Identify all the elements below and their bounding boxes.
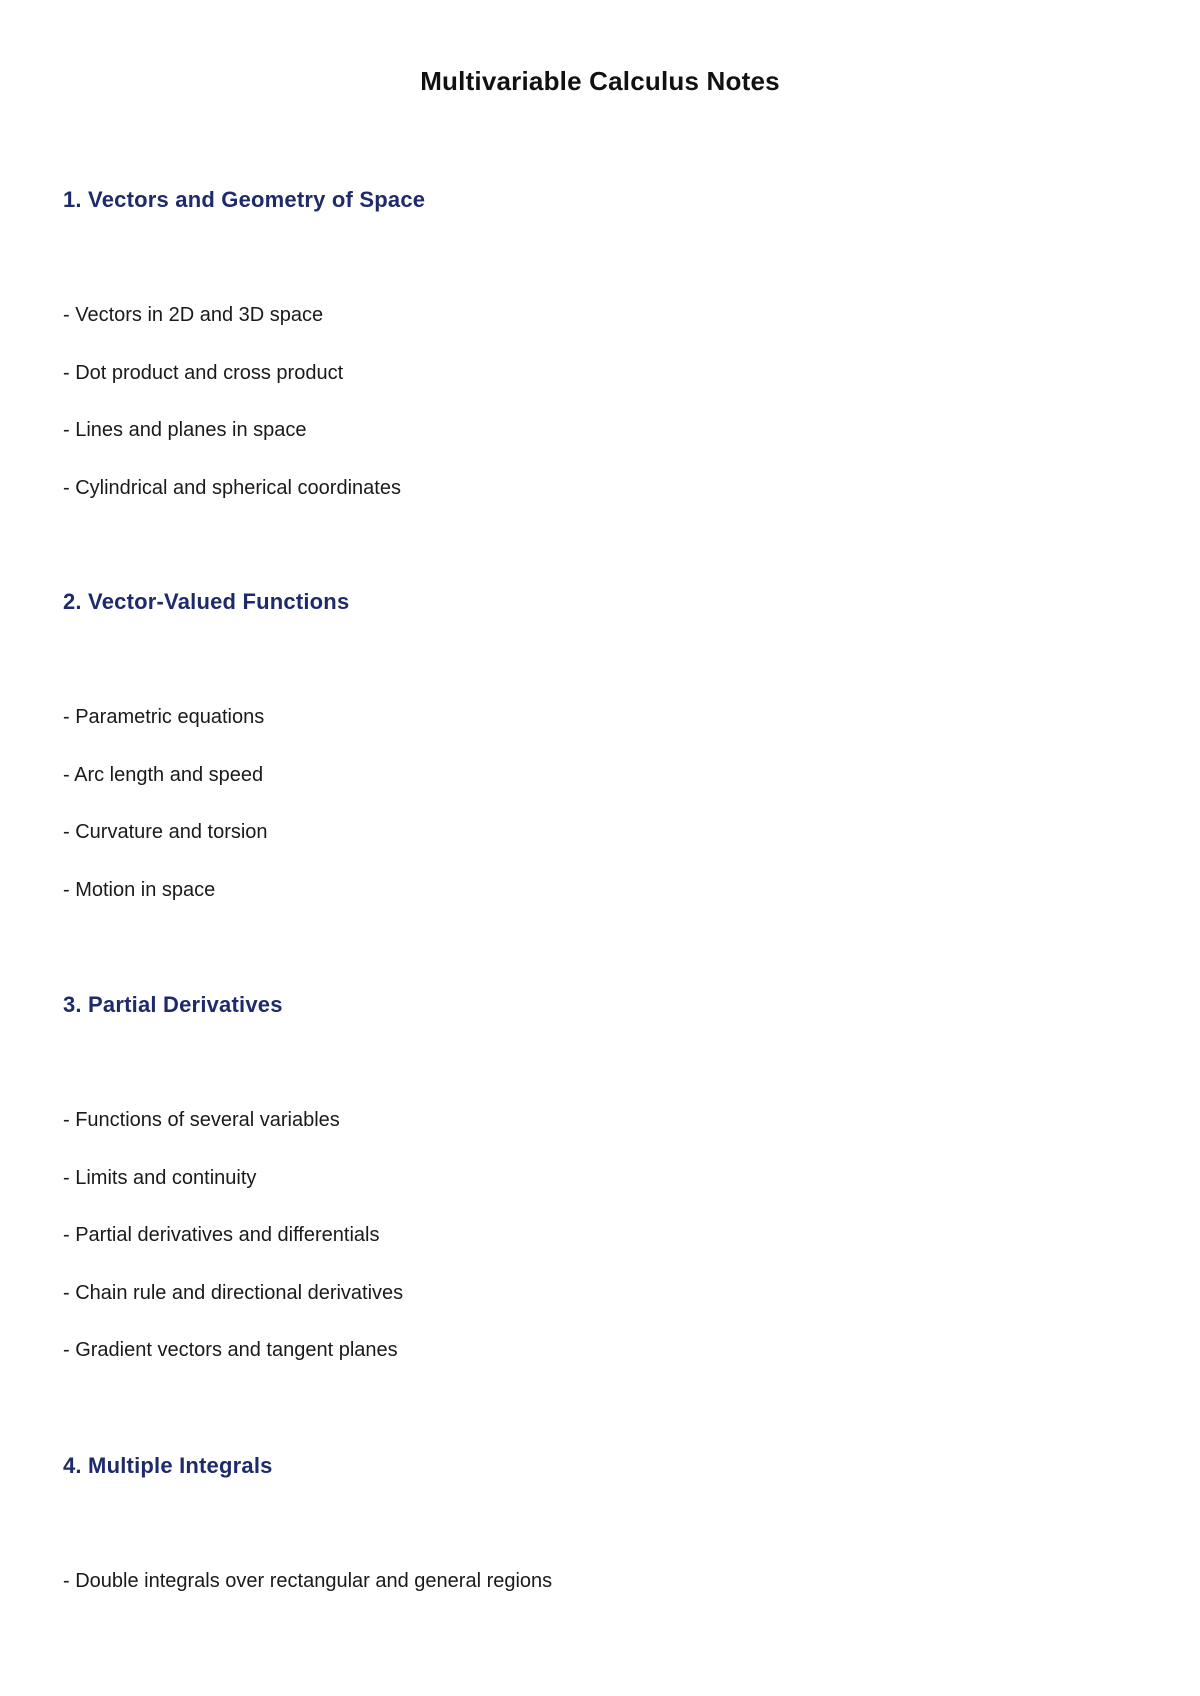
list-item: - Motion in space xyxy=(63,878,216,901)
section-heading: 2. Vector-Valued Functions xyxy=(63,589,350,614)
list-item: - Dot product and cross product xyxy=(63,361,344,384)
section-heading: 3. Partial Derivatives xyxy=(63,992,283,1017)
section-vectors-geometry xyxy=(63,185,1143,499)
section-vector-valued-functions xyxy=(63,587,1143,901)
topic-list xyxy=(63,702,268,932)
list-item: - Chain rule and directional derivatives xyxy=(63,1281,404,1304)
section-heading: 4. Multiple Integrals xyxy=(63,1453,273,1478)
section-partial-derivatives xyxy=(63,990,1143,1361)
list-item: - Gradient vectors and tangent planes xyxy=(63,1339,398,1361)
list-item: - Arc length and speed xyxy=(63,763,264,786)
list-item: - Functions of several variables xyxy=(63,1109,340,1131)
topic-list xyxy=(63,1566,552,1624)
list-item: - Lines and planes in space xyxy=(63,419,307,441)
list-item: - Partial derivatives and differentials xyxy=(63,1224,380,1246)
section-multiple-integrals xyxy=(63,1451,1143,1592)
list-item: - Curvature and torsion xyxy=(63,821,268,843)
list-item: - Double integrals over rectangular and general regions xyxy=(63,1570,553,1592)
section-heading: 1. Vectors and Geometry of Space xyxy=(63,187,426,212)
list-item: - Cylindrical and spherical coordinates xyxy=(63,476,401,499)
list-item: - Limits and continuity xyxy=(63,1166,257,1189)
topic-list xyxy=(63,1105,403,1393)
list-item: - Parametric equations xyxy=(63,706,265,728)
list-item: - Vectors in 2D and 3D space xyxy=(63,304,324,326)
document-title: Multivariable Calculus Notes xyxy=(420,66,780,96)
topic-list xyxy=(63,300,401,530)
